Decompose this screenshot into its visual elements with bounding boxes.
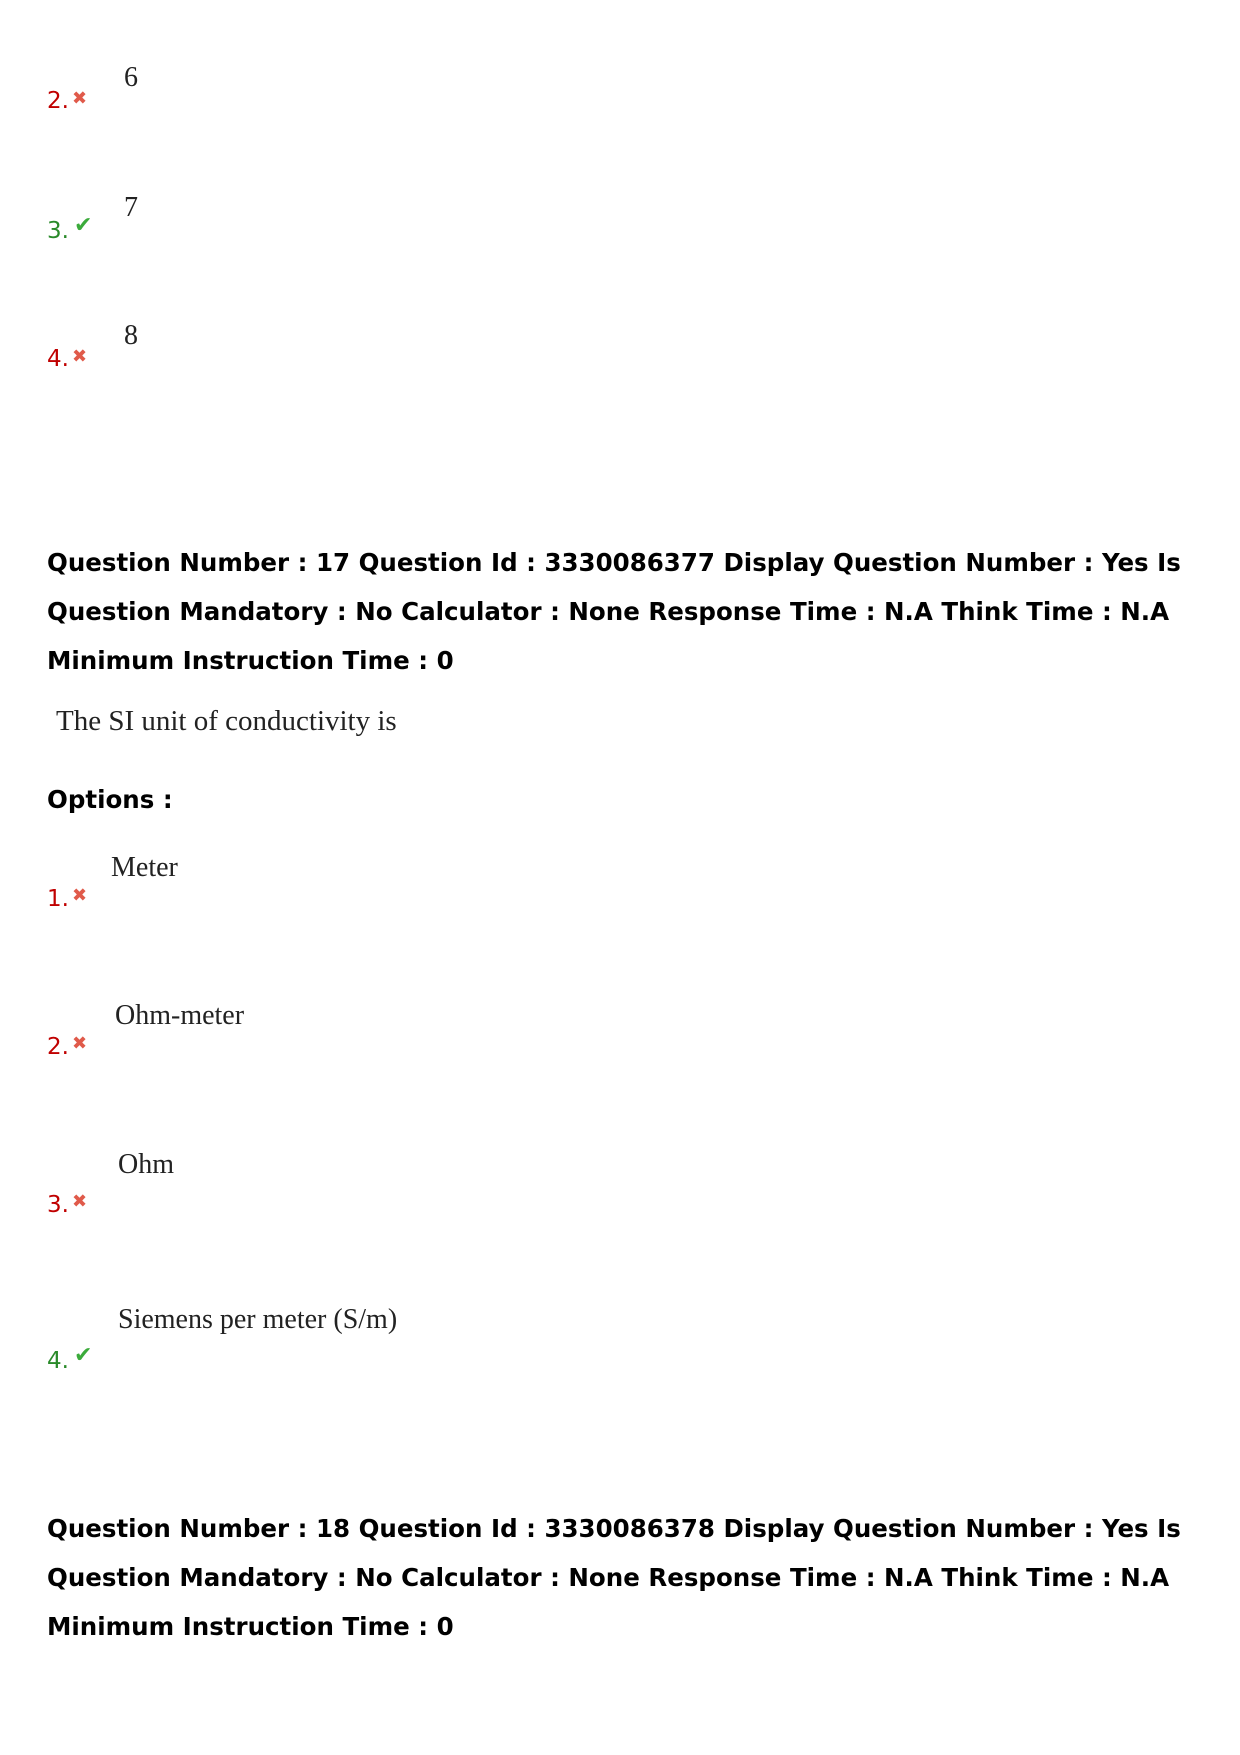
q17-option-3 [47, 1149, 747, 1261]
option-number: 3. [47, 1192, 69, 1218]
option-number: 2. [47, 88, 69, 114]
question-18-meta: Question Number : 18 Question Id : 3330086378 Display Question Number : Yes Is Question Mandatory : No Calculator : None Response Time : N.A Think Time : N.A Minimum Instruction Time : 0 [47, 1514, 1181, 1641]
option-number: 4. [47, 1348, 69, 1374]
prev-option-4 [47, 320, 747, 408]
option-text: Siemens per meter (S/m) [118, 1304, 398, 1335]
option-text: 6 [124, 62, 138, 93]
option-text: Ohm [118, 1149, 174, 1180]
cross-icon: ✖ [72, 346, 88, 367]
cross-icon: ✖ [72, 1191, 88, 1212]
question-17-text: The SI unit of conductivity is [56, 705, 397, 737]
option-text: Ohm-meter [115, 1000, 245, 1031]
option-text: 8 [124, 320, 138, 351]
check-icon: ✔ [74, 213, 93, 238]
option-number: 4. [47, 346, 69, 372]
prev-option-2 [47, 62, 747, 150]
check-icon: ✔ [74, 1343, 93, 1368]
q17-option-2 [47, 1000, 747, 1103]
option-number: 2. [47, 1034, 69, 1060]
question-17-meta: Question Number : 17 Question Id : 3330086377 Display Question Number : Yes Is Question Mandatory : No Calculator : None Response Time : N.A Think Time : N.A Minimum Instruction Time : 0 [47, 548, 1181, 675]
cross-icon: ✖ [72, 88, 88, 109]
option-number: 1. [47, 886, 69, 912]
option-text: Meter [111, 852, 178, 883]
q17-option-1 [47, 852, 747, 955]
prev-option-3 [47, 192, 747, 280]
option-number: 3. [47, 218, 69, 244]
cross-icon: ✖ [72, 1033, 88, 1054]
option-text: 7 [124, 192, 138, 223]
q17-option-4 [47, 1304, 747, 1417]
cross-icon: ✖ [72, 885, 88, 906]
options-label: Options : [47, 785, 173, 814]
